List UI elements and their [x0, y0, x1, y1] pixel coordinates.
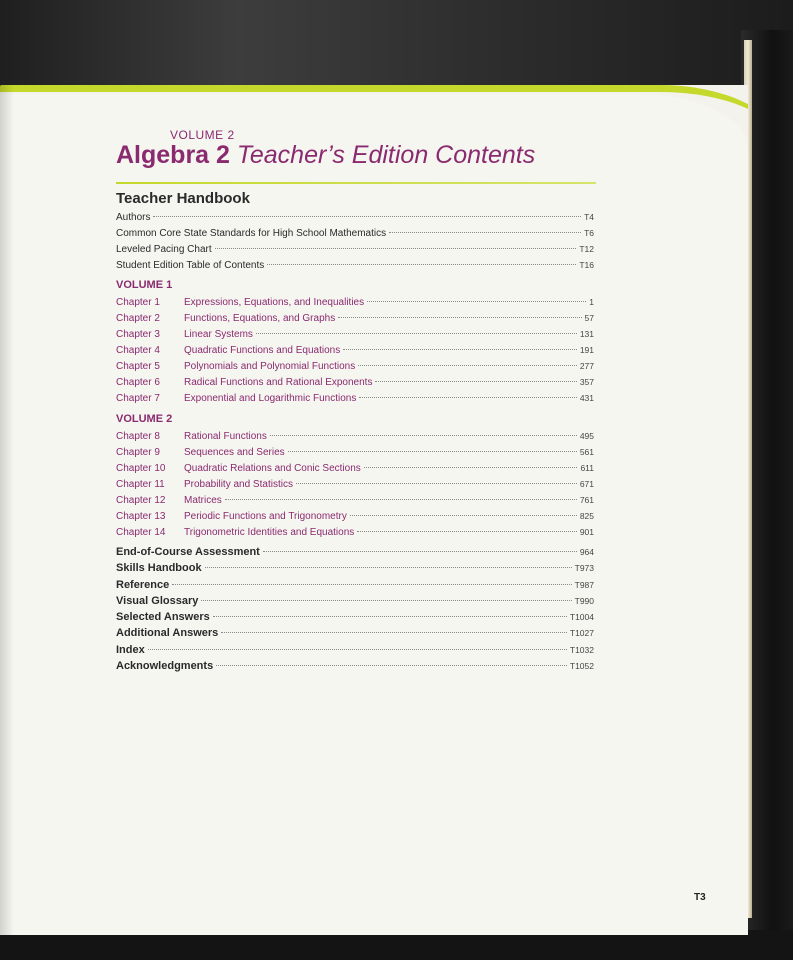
chapter-title: Radical Functions and Rational Exponents — [184, 377, 373, 388]
toc-label: Authors — [116, 212, 151, 223]
dot-leader — [270, 435, 577, 436]
dot-leader — [221, 632, 567, 633]
dot-leader — [357, 531, 577, 532]
chapter-title: Functions, Equations, and Graphs — [184, 313, 336, 324]
toc-page: T4 — [584, 212, 594, 222]
chapter-number: Chapter 3 — [116, 329, 160, 340]
dot-leader — [148, 649, 567, 650]
chapter-row — [116, 326, 594, 342]
toc-row — [116, 544, 594, 560]
chapter-title: Sequences and Series — [184, 447, 285, 458]
toc-row — [116, 658, 594, 674]
dot-leader — [343, 349, 577, 350]
toc-page: T973 — [574, 563, 594, 574]
chapter-page: 671 — [579, 479, 594, 489]
chapter-row — [116, 428, 594, 444]
volume1-heading: VOLUME 1 — [116, 279, 173, 291]
dot-leader — [367, 301, 586, 302]
toc-page: T990 — [574, 595, 594, 606]
dot-leader — [216, 665, 567, 666]
chapter-row — [116, 508, 594, 524]
dot-leader — [358, 365, 577, 366]
toc-label: Leveled Pacing Chart — [116, 244, 212, 255]
dot-leader — [296, 483, 577, 484]
dot-leader — [172, 584, 571, 585]
chapter-page: 277 — [579, 361, 594, 371]
chapter-title: Trigonometric Identities and Equations — [184, 527, 355, 538]
chapter-number: Chapter 12 — [116, 495, 166, 506]
dot-leader — [359, 397, 576, 398]
chapter-number: Chapter 2 — [116, 313, 160, 324]
chapter-row — [116, 294, 594, 310]
toc-label: Skills Handbook — [116, 562, 202, 575]
dot-leader — [338, 317, 581, 318]
toc-label: Common Core State Standards for High School Mathematics — [116, 228, 387, 239]
volume2-heading: VOLUME 2 — [116, 413, 173, 425]
chapter-title: Probability and Statistics — [184, 479, 293, 490]
dot-leader — [215, 248, 577, 249]
chapter-page: 57 — [584, 313, 594, 323]
handbook-heading: Teacher Handbook — [116, 190, 250, 207]
chapter-row — [116, 390, 594, 406]
toc-row — [116, 209, 594, 225]
chapter-title: Expressions, Equations, and Inequalities — [184, 297, 365, 308]
chapter-number: Chapter 11 — [116, 479, 165, 490]
chapter-page: 1 — [589, 297, 594, 307]
dot-leader — [225, 499, 577, 500]
chapter-page: 495 — [579, 431, 594, 441]
chapter-number: Chapter 9 — [116, 447, 160, 458]
chapter-row — [116, 492, 594, 508]
chapter-title: Polynomials and Polynomial Functions — [184, 361, 356, 372]
chapter-page: 131 — [579, 329, 594, 339]
dot-leader — [205, 567, 572, 568]
chapter-title: Matrices — [184, 495, 222, 506]
chapter-number: Chapter 10 — [116, 463, 166, 474]
toc-page: T12 — [579, 244, 594, 254]
chapter-row — [116, 358, 594, 374]
toc-page: 964 — [579, 547, 594, 557]
toc-row — [116, 257, 594, 273]
dot-leader — [350, 515, 577, 516]
chapter-row — [116, 444, 594, 460]
toc-row — [116, 609, 594, 625]
dot-leader — [213, 616, 567, 617]
toc-label: End-of-Course Assessment — [116, 546, 260, 558]
chapter-page: 431 — [579, 393, 594, 403]
dot-leader — [256, 333, 577, 334]
toc-page: T987 — [574, 579, 594, 590]
chapter-number: Chapter 5 — [116, 361, 160, 372]
chapter-title: Exponential and Logarithmic Functions — [184, 393, 357, 404]
toc-label: Student Edition Table of Contents — [116, 260, 265, 271]
chapter-number: Chapter 6 — [116, 377, 160, 388]
toc-page: T1032 — [569, 644, 594, 655]
chapter-title: Linear Systems — [184, 329, 253, 340]
chapter-page: 191 — [579, 345, 594, 355]
dot-leader — [153, 216, 581, 217]
chapter-number: Chapter 8 — [116, 431, 160, 442]
end-matter-list — [116, 544, 594, 674]
chapter-row — [116, 374, 594, 390]
title-underline — [116, 182, 596, 184]
toc-page: T1004 — [569, 612, 594, 623]
dot-leader — [288, 451, 577, 452]
dot-leader — [375, 381, 576, 382]
toc-label: Additional Answers — [116, 627, 219, 640]
chapter-page: 357 — [579, 377, 594, 387]
toc-row — [116, 241, 594, 257]
chapter-title: Rational Functions — [184, 431, 267, 442]
page-gutter-shadow — [0, 85, 14, 935]
toc-label: Reference — [116, 578, 170, 591]
dot-leader — [267, 264, 576, 265]
chapter-page: 901 — [579, 527, 594, 537]
toc-label: Visual Glossary — [116, 594, 199, 607]
chapter-title: Periodic Functions and Trigonometry — [184, 511, 347, 522]
title-subtitle: Teacher’s Edition Contents — [236, 141, 536, 169]
toc-label: Index — [116, 643, 145, 656]
handbook-list — [116, 209, 594, 674]
toc-page: T16 — [579, 260, 594, 270]
toc-row — [116, 642, 594, 658]
chapter-row — [116, 524, 594, 540]
toc-label: Selected Answers — [116, 611, 210, 624]
toc-row — [116, 625, 594, 641]
chapter-title: Quadratic Relations and Conic Sections — [184, 463, 361, 474]
page-number: T3 — [694, 892, 706, 903]
dot-leader — [201, 600, 571, 601]
chapter-row — [116, 460, 594, 476]
page-title — [116, 141, 535, 170]
chapter-page: 611 — [580, 463, 594, 473]
toc-row — [116, 560, 594, 576]
title-book-name: Algebra 2 — [116, 141, 230, 169]
chapter-row — [116, 476, 594, 492]
volume-label: VOLUME 2 — [170, 128, 235, 142]
dot-leader — [263, 551, 577, 552]
chapter-row — [116, 310, 594, 326]
chapter-page: 761 — [579, 495, 594, 505]
toc-label: Acknowledgments — [116, 660, 214, 673]
dot-leader — [364, 467, 578, 468]
toc-page: T1027 — [569, 628, 594, 639]
toc-row — [116, 593, 594, 609]
chapter-number: Chapter 4 — [116, 345, 160, 356]
chapter-page: 825 — [579, 511, 594, 521]
chapter-page: 561 — [579, 447, 594, 457]
chapter-number: Chapter 1 — [116, 297, 160, 308]
chapter-row — [116, 342, 594, 358]
chapter-number: Chapter 13 — [116, 511, 166, 522]
dot-leader — [389, 232, 581, 233]
chapter-title: Quadratic Functions and Equations — [184, 345, 341, 356]
toc-page: T6 — [584, 228, 594, 238]
chapter-number: Chapter 14 — [116, 527, 166, 538]
chapter-number: Chapter 7 — [116, 393, 160, 404]
toc-row — [116, 577, 594, 593]
toc-row — [116, 225, 594, 241]
toc-page: T1052 — [569, 661, 594, 672]
